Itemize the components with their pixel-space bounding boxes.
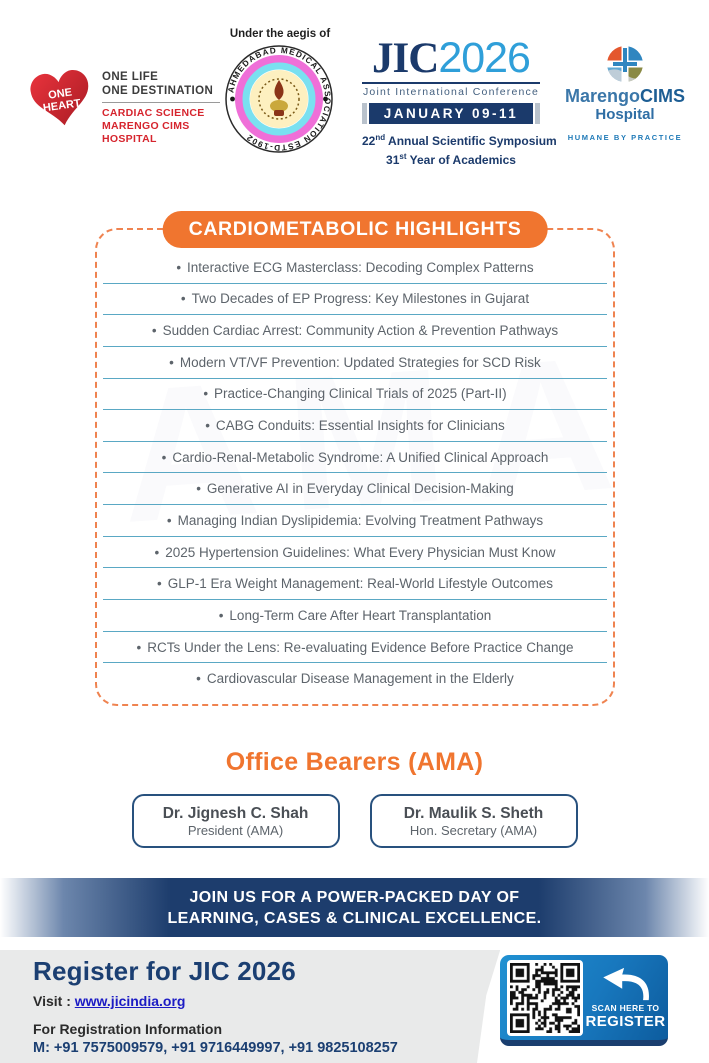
jic-logo — [362, 34, 557, 168]
curved-arrow-icon — [597, 966, 655, 1002]
office-bearer-card — [132, 794, 340, 848]
register-label: REGISTER — [585, 1012, 666, 1030]
list-item-text: Cardiovascular Disease Management in the Elderly — [206, 671, 514, 687]
bearer-name: Dr. Jignesh C. Shah — [162, 804, 309, 822]
marengo-name: MarengoCIMS — [564, 86, 685, 106]
aegis-label: Under the aegis of — [229, 28, 331, 40]
bullet-icon: • — [176, 259, 182, 275]
jic-title — [362, 36, 540, 81]
list-item — [103, 632, 607, 664]
jic-year: 2026 — [438, 34, 530, 82]
one-heart-text — [102, 70, 230, 146]
bearer-role: Hon. Secretary (AMA) — [409, 822, 538, 838]
bullet-icon: • — [196, 481, 201, 497]
list-item-text: Interactive ECG Masterclass: Decoding Complex Patterns — [187, 259, 534, 275]
highlights-title: CARDIOMETABOLIC HIGHLIGHTS — [163, 211, 548, 248]
list-item-text: Sudden Cardiac Arrest: Community Action & Prevention Pathways — [162, 323, 559, 339]
bullet-icon: • — [166, 512, 172, 528]
list-item — [103, 663, 607, 694]
registration-info-label: For Registration Information — [33, 1021, 222, 1037]
one-destination-label: ONE DESTINATION — [102, 85, 214, 97]
highlights-list — [103, 252, 607, 694]
visit-label: Visit : — [33, 993, 75, 1009]
list-item — [103, 600, 607, 632]
registration-info — [33, 956, 398, 1056]
list-item — [103, 473, 607, 505]
list-item — [103, 252, 607, 284]
marengo-cross-icon — [605, 44, 645, 84]
symposium-line: 22nd Annual Scientific Symposium — [362, 133, 557, 148]
banner-endbar — [362, 103, 367, 124]
heart-label: ONE HEART — [42, 86, 82, 115]
banner-line-1: JOIN US FOR A POWER-PACKED DAY OF — [189, 888, 520, 906]
bullet-icon: • — [203, 386, 209, 402]
list-item — [103, 379, 607, 411]
bullet-icon: • — [151, 323, 157, 339]
list-item-text: Modern VT/VF Prevention: Updated Strategies for SCD Risk — [179, 354, 541, 370]
list-item — [103, 284, 607, 316]
one-heart-logo — [30, 60, 230, 145]
list-item-text: Two Decades of EP Progress: Key Milestones in Gujarat — [191, 291, 530, 307]
list-item — [103, 347, 607, 379]
jic-acronym: JIC — [372, 35, 439, 82]
list-item — [103, 442, 607, 474]
bullet-icon: • — [196, 671, 201, 687]
ama-seal-text: AHMEDABAD MEDICAL ASSOCIATION ESTD-1902 — [226, 45, 333, 153]
jic-dates-banner — [362, 103, 540, 124]
one-life-label: ONE LIFE — [102, 71, 159, 83]
bullet-icon: • — [154, 544, 160, 560]
bullet-icon: • — [218, 607, 224, 623]
list-item — [103, 410, 607, 442]
heart-icon — [30, 70, 92, 130]
list-item-text: Managing Indian Dyslipidemia: Evolving Treatment Pathways — [177, 512, 544, 528]
divider — [102, 102, 220, 103]
bullet-icon: • — [157, 576, 162, 592]
bullet-icon: • — [169, 354, 174, 370]
list-item-text: CABG Conduits: Essential Insights for Clinicians — [215, 418, 505, 434]
list-item — [103, 568, 607, 600]
scan-here-label: SCAN HERE TO — [591, 1002, 660, 1013]
bullet-icon: • — [180, 291, 186, 307]
banner-endbar — [535, 103, 540, 124]
scan-cta — [583, 966, 668, 1030]
jic-dates: JANUARY 09-11 — [369, 103, 533, 124]
visit-line — [33, 993, 398, 1009]
list-item-text: Cardio-Renal-Metabolic Syndrome: A Unified Clinical Approach — [172, 449, 549, 465]
list-item-text: GLP-1 Era Weight Management: Real-World Lifestyle Outcomes — [167, 576, 553, 592]
qr-code — [510, 963, 580, 1033]
marengo-tagline: HUMANE BY PRACTICE — [567, 133, 683, 142]
marengo-cims-logo — [560, 44, 690, 142]
bullet-icon: • — [136, 639, 142, 655]
ama-seal-icon — [224, 44, 334, 154]
website-link[interactable]: www.jicindia.org — [74, 993, 186, 1009]
list-item-text: Generative AI in Everyday Clinical Decision-Making — [206, 481, 514, 497]
footer — [0, 950, 709, 1063]
join-us-banner — [0, 878, 709, 937]
bearer-role: President (AMA) — [187, 822, 284, 838]
qr-code-frame — [507, 960, 583, 1036]
phone-numbers: M: +91 7575009579, +91 9716449997, +91 9825108257 — [33, 1040, 398, 1056]
cardiac-science-label: CARDIAC SCIENCE — [102, 107, 205, 119]
bearer-name: Dr. Maulik S. Sheth — [403, 804, 544, 822]
header — [0, 0, 709, 180]
highlights-box — [95, 218, 615, 706]
bullet-icon: • — [161, 449, 167, 465]
list-item — [103, 315, 607, 347]
office-bearers-cards — [0, 794, 709, 848]
office-bearers-title: Office Bearers (AMA) — [225, 748, 484, 776]
office-bearer-card — [370, 794, 578, 848]
marengo-hospital-label: Hospital — [595, 106, 655, 123]
list-item-text: Practice-Changing Clinical Trials of 2025 (Part-II) — [214, 386, 507, 402]
list-item-text: 2025 Hypertension Guidelines: What Every Physician Must Know — [165, 544, 556, 560]
banner-line-2: LEARNING, CASES & CLINICAL EXCELLENCE. — [167, 909, 542, 927]
jic-subtitle: Joint International Conference — [362, 82, 540, 98]
list-item — [103, 505, 607, 537]
jic-symposium-lines — [362, 130, 557, 168]
bullet-icon: • — [205, 418, 210, 434]
scan-register-panel[interactable] — [500, 955, 668, 1046]
register-title: Register for JIC 2026 — [33, 956, 296, 986]
list-item — [103, 537, 607, 569]
marengo-cims-hospital-label: MARENGO CIMS HOSPITAL — [102, 120, 190, 145]
list-item-text: RCTs Under the Lens: Re-evaluating Evidence Before Practice Change — [147, 639, 574, 655]
academics-line: 31st Year of Academics — [386, 152, 516, 167]
list-item-text: Long-Term Care After Heart Transplantation — [229, 607, 492, 623]
